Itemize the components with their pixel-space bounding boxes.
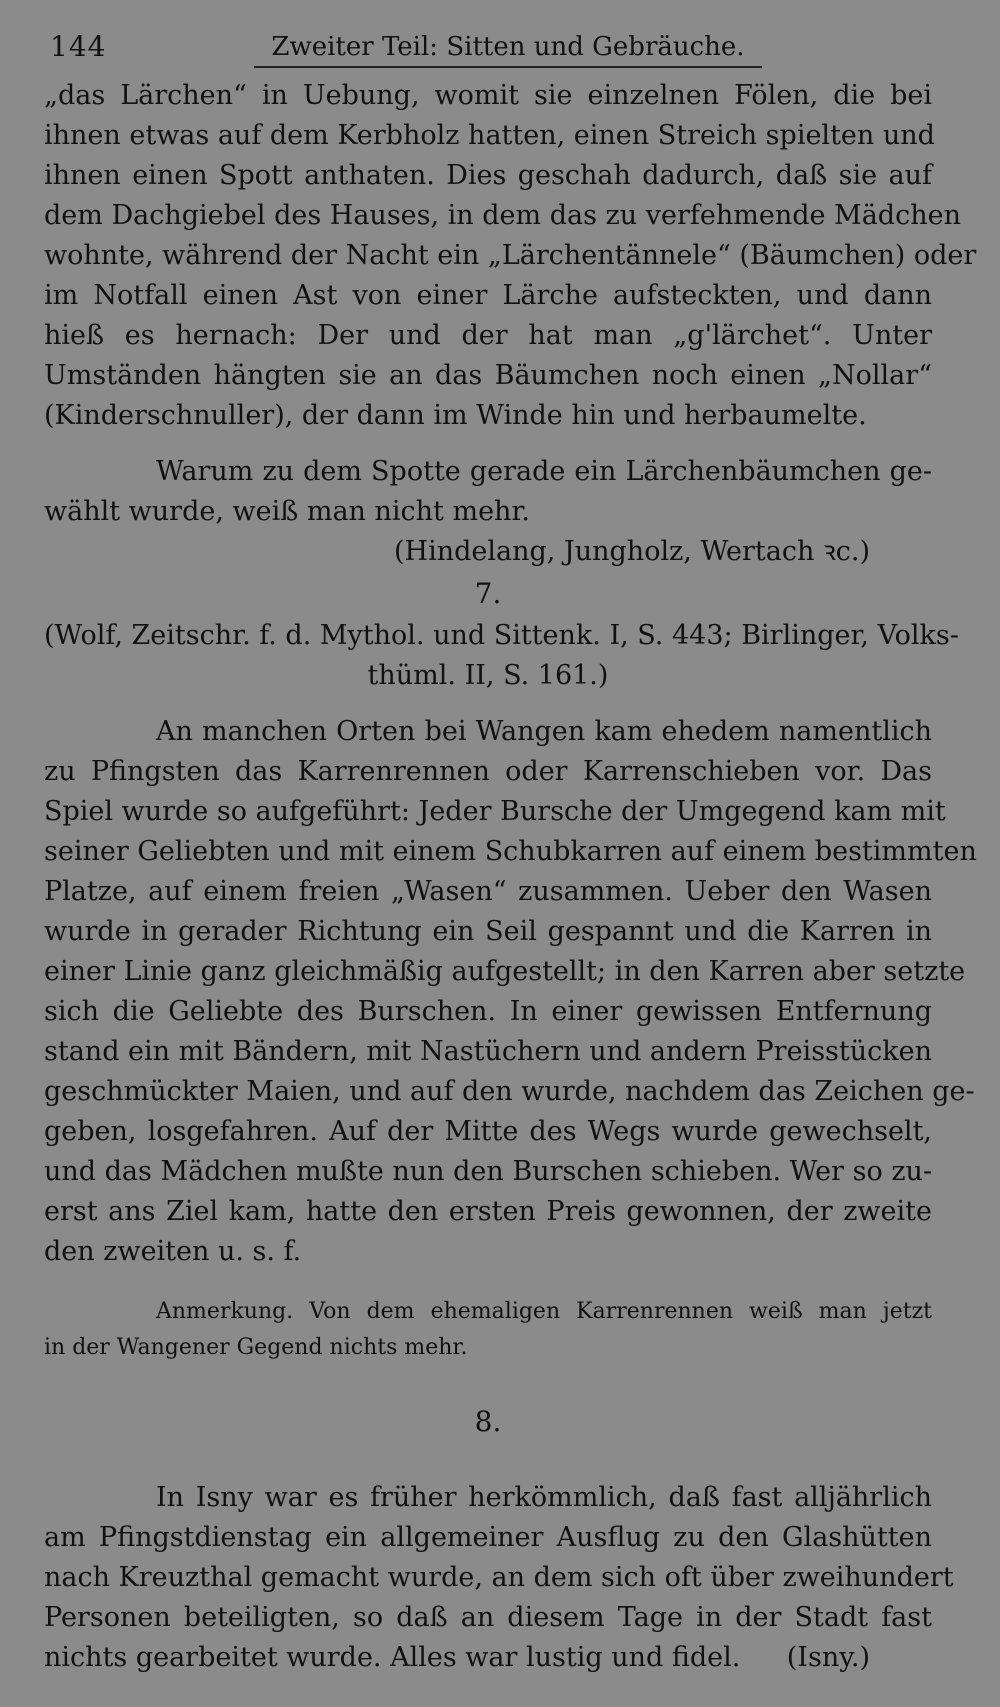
text-line: stand ein mit Bändern, mit Nastüchern und andern Preisstücken (44, 1036, 932, 1067)
text-line: Spiel wurde so aufgeführt: Jeder Bursche der Umgegend kam mit (44, 796, 946, 827)
text-line: dem Dachgiebel des Hauses, in dem das zu verfehmende Mädchen (44, 200, 961, 231)
text-line: wurde in gerader Richtung ein Seil gespannt und die Karren in (44, 916, 932, 947)
text-line: An manchen Orten bei Wangen kam ehedem namentlich (156, 716, 932, 747)
reference-line: thüml. II, S. 161.) (367, 660, 609, 691)
book-page (44, 30, 977, 1690)
text-line: sich die Geliebte des Burschen. In einer gewissen Entfernung (44, 996, 932, 1027)
text-line: In Isny war es früher herkömmlich, daß fast alljährlich (156, 1482, 932, 1513)
text-line: (Kinderschnuller), der dann im Winde hin und herbaumelte. (44, 400, 867, 431)
source-citation: (Isny.) (786, 1642, 870, 1673)
page-header (44, 30, 932, 76)
text-line: „das Lärchen“ in Uebung, womit sie einzelnen Fölen, die bei (44, 80, 932, 111)
paragraph-1 (44, 76, 977, 436)
text-line: Platze, auf einem freien „Wasen“ zusammen. Ueber den Wasen (44, 876, 932, 907)
text-line: hieß es hernach: Der und der hat man „g'lärchet“. Unter (44, 320, 932, 351)
text-line: Umständen hängten sie an das Bäumchen noch einen „Nollar“ (44, 360, 932, 391)
text-line: geschmückter Maien, und auf den wurde, nachdem das Zeichen ge- (44, 1076, 975, 1107)
text-line: Warum zu dem Spotte gerade ein Lärchenbäumchen ge- (156, 456, 932, 487)
annotation-note (44, 1294, 932, 1366)
text-line: im Notfall einen Ast von einer Lärche aufsteckten, und dann (44, 280, 932, 311)
text-line: seiner Geliebten und mit einem Schubkarren auf einem bestimmten (44, 836, 977, 867)
section-number: 7. (474, 577, 502, 610)
section-8 (44, 1400, 954, 1678)
text-line: und das Mädchen mußte nun den Burschen schieben. Wer so zu- (44, 1156, 933, 1187)
text-line: zu Pfingsten das Karrenrennen oder Karrenschieben vor. Das (44, 756, 932, 787)
section-number: 8. (474, 1405, 502, 1438)
source-citation: (Hindelang, Jungholz, Wertach ꝛc.) (393, 536, 870, 567)
text-line: am Pfingstdienstag ein allgemeiner Ausflug zu den Glashütten (44, 1522, 932, 1553)
text-line: einer Linie ganz gleichmäßig aufgestellt; in den Karren aber setzte (44, 956, 966, 987)
text-line: geben, losgefahren. Auf der Mitte des Wegs wurde gewechselt, (44, 1116, 932, 1147)
text-line: Personen beteiligten, so daß an diesem Tage in der Stadt fast (44, 1602, 932, 1633)
running-head: Zweiter Teil: Sitten und Gebräuche. (254, 32, 762, 68)
text-line: ihnen etwas auf dem Kerbholz hatten, einen Streich spielten und (44, 120, 935, 151)
text-line (44, 1638, 932, 1678)
text-line: den zweiten u. s. f. (44, 1236, 302, 1267)
text-line: wählt wurde, weiß man nicht mehr. (44, 496, 530, 527)
text-line-content: nichts gearbeitet wurde. Alles war lustig und fidel. (44, 1642, 741, 1673)
note-line: in der Wangener Gegend nichts mehr. (44, 1335, 468, 1360)
section-7 (44, 572, 977, 1366)
text-line: erst ans Ziel kam, hatte den ersten Preis gewonnen, der zweite (44, 1196, 932, 1227)
paragraph-2 (44, 452, 932, 572)
page-number: 144 (50, 30, 107, 63)
text-line: wohnte, während der Nacht ein „Lärchentännele“ (Bäumchen) oder (44, 240, 977, 271)
text-line: ihnen einen Spott anthaten. Dies geschah dadurch, daß sie auf (44, 160, 932, 191)
note-line: Anmerkung. Von dem ehemaligen Karrenrennen weiß man jetzt (156, 1299, 932, 1324)
reference-line: (Wolf, Zeitschr. f. d. Mythol. und Sittenk. I, S. 443; Birlinger, Volks- (44, 620, 959, 651)
text-line: nach Kreuzthal gemacht wurde, an dem sich oft über zweihundert (44, 1562, 954, 1593)
